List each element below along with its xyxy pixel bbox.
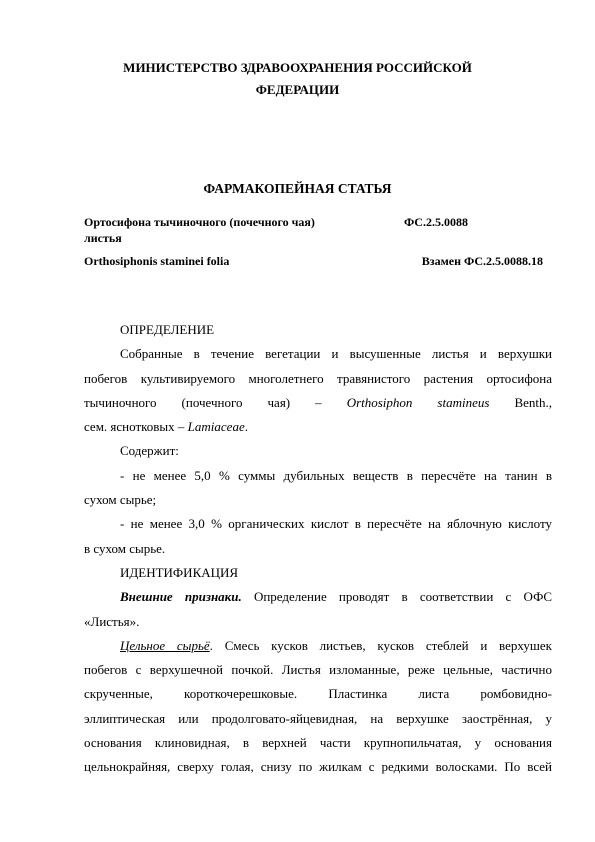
identification-heading: ИДЕНТИФИКАЦИЯ [120,564,239,580]
author-abbreviation: Benth., [514,394,553,410]
whole-material-text: . Смесь кусков листьев, кусков стеблей и верхушек [209,637,552,653]
external-features-line-1 [84,585,552,609]
whole-material-label: Цельное сырьё [120,637,210,653]
ministry-line-1: МИНИСТЕРСТВО ЗДРАВООХРАНЕНИЯ РОССИЙСКОЙ [123,60,472,75]
family-name: Lamiaceae [187,419,245,435]
monograph-name-latin: Orthosiphonis staminei folia [84,254,230,268]
definition-line-1: Собранные в течение вегетации и высушенные листья и верхушки [120,346,552,362]
ministry-line-2: ФЕДЕРАЦИИ [255,82,340,97]
tannin-line-1: - не менее 5,0 % суммы дубильных веществ в пересчёте на танин в [120,467,552,483]
definition-heading: ОПРЕДЕЛЕНИЕ [120,322,215,337]
acids-line-1: - не менее 3,0 % органических кислот в пересчёте на яблочную кислоту [120,516,552,532]
whole-material-line-3: скрученные, короткочерешковые. Пластинка листа ромбовидно- [84,686,552,702]
whole-material-line-5: основания клиновидная, в верхней части крупнопильчатая, у основания [84,735,552,751]
species-name: Orthosiphon stamineus [346,394,490,410]
tannin-line-2: сухом сырье; [84,492,157,508]
whole-material-line-2: побегов с верхушечной почкой. Листья изломанные, реже цельные, частично [84,662,552,678]
monograph-name-ru-line-1: Ортосифона тычиночного (почечного чая) [84,215,315,229]
whole-material-line-1 [84,634,552,658]
definition-text: тычиночного (почечного чая) – [84,394,322,410]
family-text: сем. яснотковых – [84,419,185,435]
ministry-header [80,57,515,101]
contains-label: Содержит: [120,443,179,459]
document-body [84,318,552,780]
definition-line-4 [84,415,552,439]
monograph-name-ru-line-2: листья [84,231,122,245]
definition-line-2: побегов культивируемого многолетнего травянистого растения ортосифона [84,370,552,386]
acids-line-2: в сухом сырье. [84,540,166,556]
article-title: ФАРМАКОПЕЙНАЯ СТАТЬЯ [203,181,392,196]
whole-material-line-6: цельнокрайняя, сверху голая, снизу по жилкам с редкими волосками. По всей [84,759,552,775]
family-period: . [244,419,248,435]
external-features-label: Внешние признаки. [120,589,242,605]
replaces-code: Взамен ФС.2.5.0088.18 [421,254,543,268]
definition-line-3 [84,391,552,415]
monograph-name-ru [84,214,384,246]
external-features-line-2: «Листья». [84,613,140,629]
whole-material-line-4: эллиптическая или продолговато-яйцевидная, на верхушке заострённая, у [84,710,552,726]
external-features-text: Определение проводят в соответствии с ОФС [253,589,553,605]
monograph-code: ФС.2.5.0088 [404,215,468,229]
